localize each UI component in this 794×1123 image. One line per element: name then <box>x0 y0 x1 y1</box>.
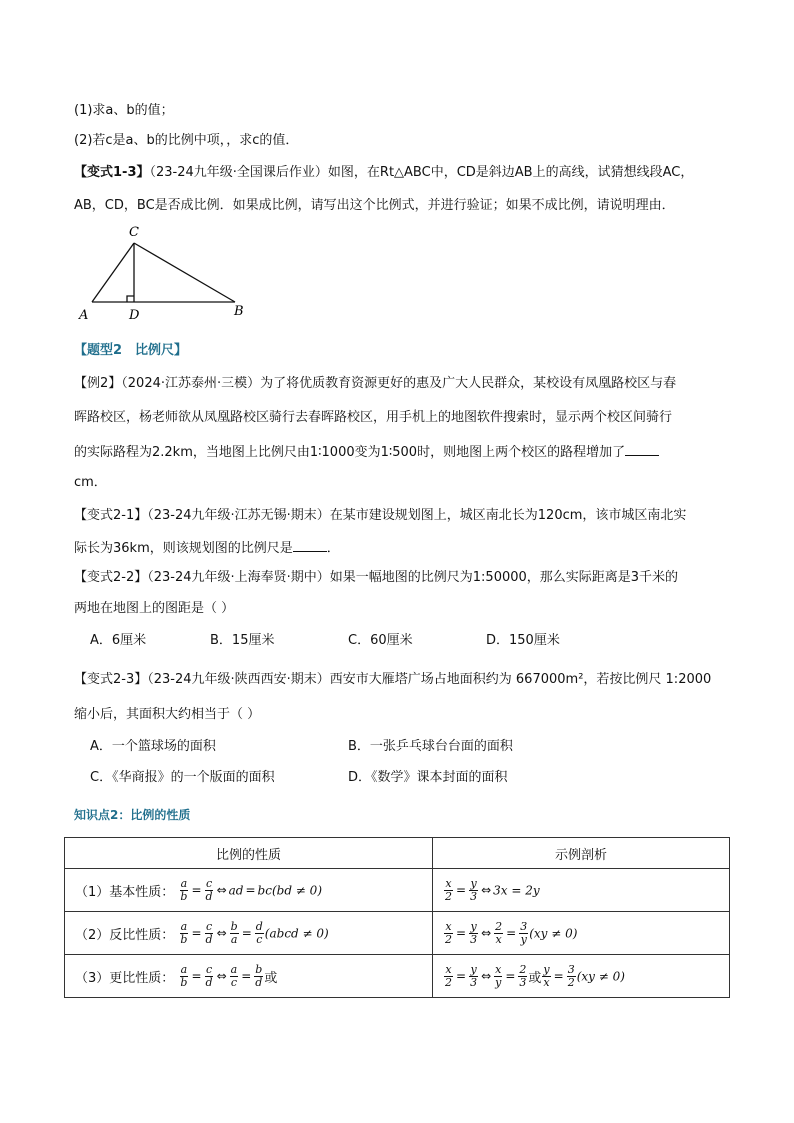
variant-1-3-text: （23-24九年级·全国课后作业）如图，在Rt△ABC中，CD是斜边AB上的高线，试猜想线段AC， <box>149 165 694 180</box>
side-cb <box>134 243 235 302</box>
variant-2-2-line2: 两地在地图上的图距是（ ） <box>74 601 235 616</box>
variant-2-2-line1: 【变式2-2】（23-24九年级·上海奉贤·期中）如果一幅地图的比例尺为1:50000，那么实际距离是3千米的 <box>74 570 679 585</box>
formula-fraction: $\frac{x}{2}$ <box>445 919 452 946</box>
right-angle-mark <box>127 296 134 302</box>
formula-fraction: $\frac{c}{d}$ <box>205 962 213 989</box>
property-cell: （2）反比性质： $\frac{a}{b}$ = $\frac{c}{d}$ ⇔ $\frac{b}{a}$ = $\frac{d}{c}$ (abcd ≠ 0) <box>65 912 433 955</box>
property-cell: （1）基本性质： $\frac{a}{b}$ = $\frac{c}{d}$ ⇔ ad = bc(bd ≠ 0) <box>65 869 433 912</box>
formula-fraction: $\frac{d}{c}$ <box>255 919 263 946</box>
table-header-property: 比例的性质 <box>65 838 433 869</box>
table-row <box>65 912 730 955</box>
formula-fraction: $\frac{y}{3}$ <box>470 962 478 989</box>
formula-fraction: $\frac{2}{3}$ <box>519 962 527 989</box>
label-b: B <box>234 304 244 319</box>
variant-2-3-option-c: C．《华商报》的一个版面的面积 <box>90 770 275 785</box>
formula-text: (xy ≠ 0) <box>576 969 625 983</box>
formula-fraction: $\frac{c}{d}$ <box>205 876 213 903</box>
triangle-lines <box>92 243 235 302</box>
formula-fraction: $\frac{x}{y}$ <box>495 962 502 989</box>
example-2-line1: 【例2】（2024·江苏泰州·三模）为了将优质教育资源更好的惠及广大人民群众，某校设有凤凰路校区与春 <box>74 376 677 391</box>
table-row <box>65 869 730 912</box>
or-word: 或 <box>528 970 542 986</box>
property-label: （3）更比性质： <box>75 970 175 986</box>
formula-fraction: $\frac{y}{x}$ <box>543 962 550 989</box>
variant-1-3-line1 <box>74 163 693 183</box>
formula-text: (abcd ≠ 0) <box>264 926 329 940</box>
table-header-row <box>65 838 730 869</box>
label-c: C <box>129 225 139 240</box>
variant-2-3-line2: 缩小后，其面积大约相当于（ ） <box>74 707 261 722</box>
variant-1-3-tag: 【变式1-3】 <box>74 165 150 180</box>
formula-fraction: $\frac{y}{3}$ <box>470 919 478 946</box>
formula-fraction: $\frac{c}{d}$ <box>205 919 213 946</box>
formula-text: 3x = 2y <box>493 883 540 897</box>
example-cell: $\frac{x}{2}$ = $\frac{y}{3}$ ⇔ 3x = 2y <box>433 869 730 912</box>
variant-2-3-option-a: A．一个篮球场的面积 <box>90 739 216 754</box>
variant-2-1-line2-text: 际长为36km，则该规划图的比例尺是 <box>74 541 293 556</box>
example-2-line2: 晖路校区，杨老师欲从凤凰路校区骑行去春晖路校区，用手机上的地图软件搜索时，显示两个校区间骑行 <box>74 410 673 425</box>
formula-fraction: $\frac{b}{a}$ <box>230 919 238 946</box>
example-2-answer-blank <box>625 441 659 456</box>
property-label: （2）反比性质： <box>75 927 175 943</box>
variant-2-1-line1: 【变式2-1】（23-24九年级·江苏无锡·期末）在某市建设规划图上，城区南北长为120cm，该市城区南北实 <box>74 508 687 523</box>
example-2-line3 <box>74 441 659 463</box>
table-row <box>65 955 730 998</box>
variant-2-3-line1: 【变式2-3】（23-24九年级·陕西西安·期末）西安市大雁塔广场占地面积约为 667000m²，若按比例尺 1:2000 <box>74 672 712 687</box>
formula-fraction: $\frac{3}{2}$ <box>567 962 575 989</box>
question-1: (1)求a、b的值； <box>74 103 174 118</box>
formula-fraction: $\frac{2}{x}$ <box>495 919 503 946</box>
formula-fraction: $\frac{b}{d}$ <box>255 962 263 989</box>
formula-text: ad <box>228 883 244 897</box>
formula-fraction: $\frac{y}{3}$ <box>470 876 478 903</box>
variant-2-2-option-b: B．15厘米 <box>210 633 275 648</box>
property-cell: （3）更比性质： $\frac{a}{b}$ = $\frac{c}{d}$ ⇔ $\frac{a}{c}$ = $\frac{b}{d}$ 或 <box>65 955 433 998</box>
variant-2-1-end: ． <box>326 541 340 556</box>
property-label: （1）基本性质： <box>75 884 175 900</box>
formula-fraction: $\frac{a}{b}$ <box>180 962 188 989</box>
formula-fraction: $\frac{x}{2}$ <box>445 876 452 903</box>
example-cell: $\frac{x}{2}$ = $\frac{y}{3}$ ⇔ $\frac{x}{y}$ = $\frac{2}{3}$ 或 $\frac{y}{x}$ = $\frac{3}{2}$ (xy ≠ 0) <box>433 955 730 998</box>
right-triangle-figure <box>70 220 260 325</box>
variant-2-1-answer-blank <box>293 537 327 552</box>
formula-text: (xy ≠ 0) <box>529 926 578 940</box>
variant-2-2-option-d: D．150厘米 <box>486 633 560 648</box>
formula-fraction: $\frac{a}{b}$ <box>180 919 188 946</box>
variant-2-2-option-a: A．6厘米 <box>90 633 147 648</box>
knowledge-point-2-heading: 知识点2：比例的性质 <box>74 808 191 822</box>
variant-2-3-option-b: B．一张乒乓球台台面的面积 <box>348 739 513 754</box>
label-a: A <box>79 308 89 323</box>
variant-2-3-option-d: D．《数学》课本封面的面积 <box>348 770 508 785</box>
proportion-properties-table <box>64 837 730 998</box>
side-ac <box>92 243 134 302</box>
formula-fraction: $\frac{a}{c}$ <box>230 962 238 989</box>
variant-1-3-line2: AB，CD，BC是否成比例．如果成比例，请写出这个比例式，并进行验证；如果不成比例，请说明理由． <box>74 198 675 213</box>
formula-fraction: $\frac{x}{2}$ <box>445 962 452 989</box>
formula-text: bc(bd ≠ 0) <box>257 883 322 897</box>
property-suffix: 或 <box>264 970 278 986</box>
variant-2-1-line2 <box>74 537 340 559</box>
formula-fraction: $\frac{3}{y}$ <box>520 919 528 946</box>
label-d: D <box>129 308 140 323</box>
type-2-heading: 【题型2 比例尺】 <box>74 343 188 358</box>
variant-2-2-option-c: C．60厘米 <box>348 633 413 648</box>
formula-fraction: $\frac{a}{b}$ <box>180 876 188 903</box>
example-cell: $\frac{x}{2}$ = $\frac{y}{3}$ ⇔ $\frac{2}{x}$ = $\frac{3}{y}$ (xy ≠ 0) <box>433 912 730 955</box>
question-2: (2)若c是a、b的比例中项，，求c的值． <box>74 133 299 148</box>
table-header-example: 示例剖析 <box>433 838 730 869</box>
example-2-line4: cm． <box>74 475 107 490</box>
example-2-line3-text: 的实际路程为2.2km，当地图上比例尺由1∶1000变为1∶500时，则地图上两个校区的路程增加了 <box>74 445 626 460</box>
